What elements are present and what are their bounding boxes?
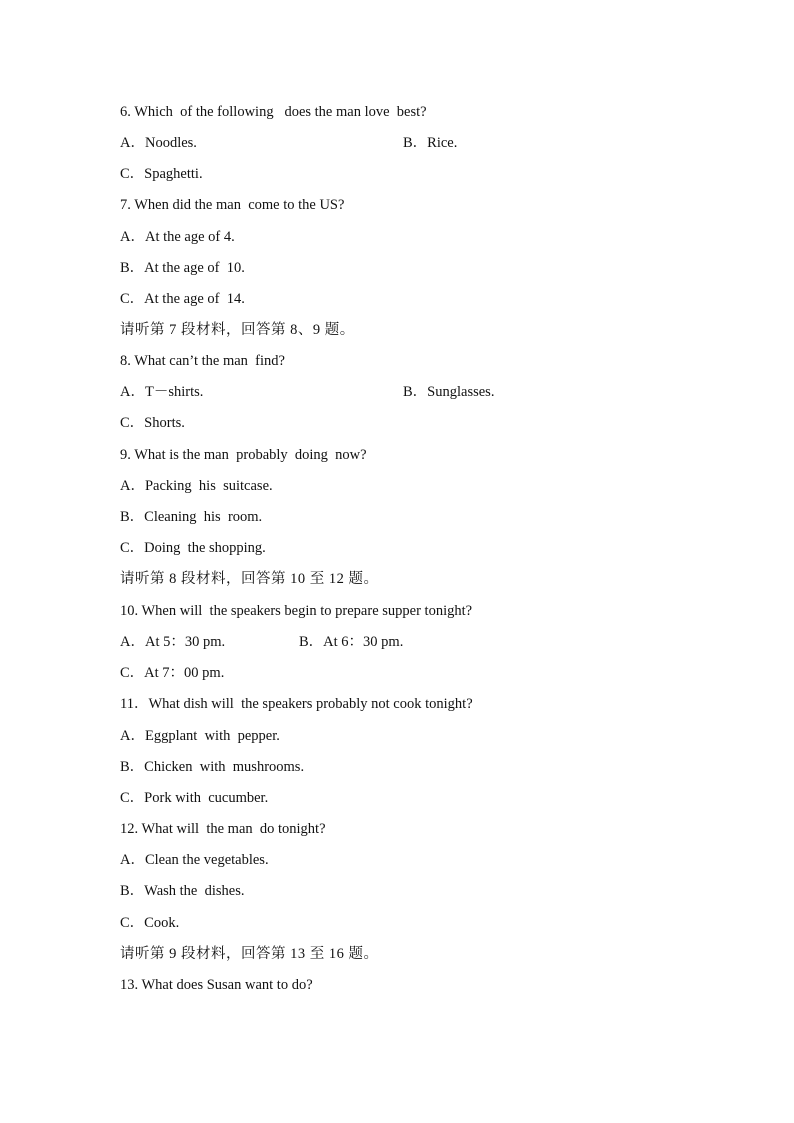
option-12b: B．Wash the dishes. <box>120 883 245 899</box>
question-11: 11．What dish will the speakers probably not cook tonight? <box>120 696 473 712</box>
question-9: 9. What is the man probably doing now? <box>120 447 367 463</box>
option-10c: C．At 7：00 pm. <box>120 665 225 681</box>
option-7b: B．At the age of 10. <box>120 260 245 276</box>
question-12: 12. What will the man do tonight? <box>120 821 326 837</box>
question-10: 10. When will the speakers begin to prepare supper tonight? <box>120 603 473 619</box>
option-6b: B．Rice. <box>403 135 458 151</box>
option-8c: C．Shorts. <box>120 415 185 431</box>
section-9-instruction: 请听第 9 段材料，回答第 13 至 16 题。 <box>120 946 379 962</box>
option-9a: A．Packing his suitcase. <box>120 478 273 494</box>
option-6c: C．Spaghetti. <box>120 166 203 182</box>
option-12c: C．Cook. <box>120 915 180 931</box>
question-13: 13. What does Susan want to do? <box>120 977 313 993</box>
option-9b: B．Cleaning his room. <box>120 509 263 525</box>
option-11b: B．Chicken with mushrooms. <box>120 759 305 775</box>
option-7a: A．At the age of 4. <box>120 229 235 245</box>
question-6: 6. Which of the following does the man love best? <box>120 104 427 120</box>
question-8: 8. What can’t the man find? <box>120 353 285 369</box>
option-9c: C．Doing the shopping. <box>120 540 266 556</box>
option-11c: C．Pork with cucumber. <box>120 790 269 806</box>
option-11a: A．Eggplant with pepper. <box>120 728 280 744</box>
option-10b: B．At 6：30 pm. <box>299 634 404 650</box>
option-10a: A．At 5：30 pm. <box>120 634 226 650</box>
option-7c: C．At the age of 14. <box>120 291 245 307</box>
option-8b: B．Sunglasses. <box>403 384 495 400</box>
option-8a: A．T－shirts. <box>120 384 204 400</box>
section-8-instruction: 请听第 8 段材料，回答第 10 至 12 题。 <box>120 571 379 587</box>
question-7: 7. When did the man come to the US? <box>120 197 345 213</box>
option-12a: A．Clean the vegetables. <box>120 852 269 868</box>
section-7-instruction: 请听第 7 段材料，回答第 8、9 题。 <box>120 322 355 338</box>
option-6a: A．Noodles. <box>120 135 197 151</box>
